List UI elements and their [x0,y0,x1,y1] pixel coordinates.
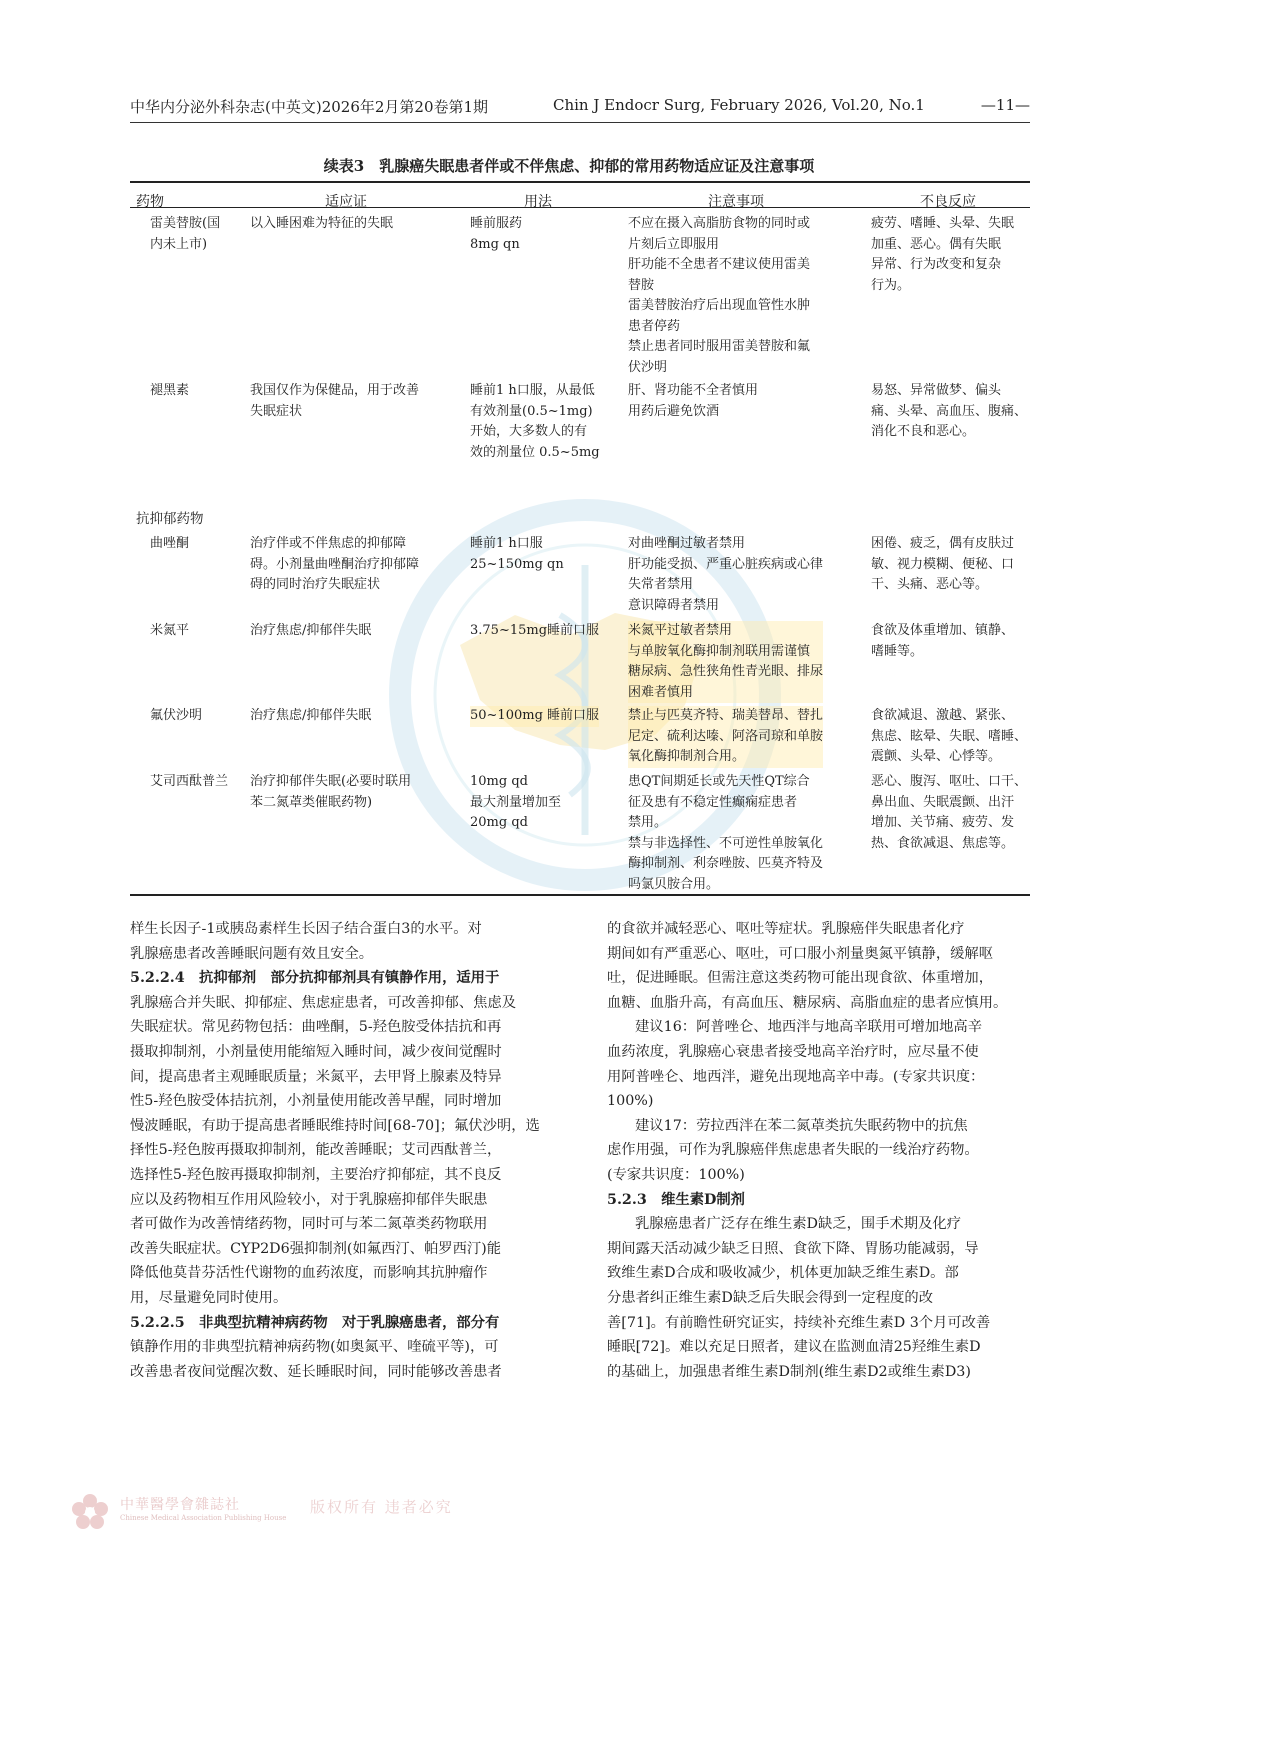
paragraph-line: 善[71]。有前瞻性研究证实，持续补充维生素D 3个月可改善 [607,1314,991,1331]
paragraph-line: 样生长因子-1或胰岛素样生长因子结合蛋白3的水平。对 [130,921,482,937]
indication-cell: 以入睡困难为特征的失眠 [250,216,394,231]
paragraph-line: 应以及药物相互作用风险较小，对于乳腺癌抑郁伴失眠患 [130,1191,488,1208]
indication-cell: 治疗伴或不伴焦虑的抑郁障 碍。小剂量曲唑酮治疗抑郁障 碍的同时治疗失眠症状 [250,536,420,592]
table-bottom-rule [130,894,1030,896]
body-column-left [130,917,540,1384]
notes-cell: 肝、肾功能不全者慎用 用药后避免饮酒 [628,383,759,419]
drug-cell: 米氮平 [150,623,190,638]
journal-title-cn: 中华内分泌外科杂志(中英文)2026年2月第20卷第1期 [130,98,489,116]
paragraph-line: 选择性5-羟色胺再摄取抑制剂，主要治疗抑郁症，其不良反 [130,1166,502,1183]
drug-cell: 艾司西酞普兰 [150,774,229,789]
col-header-notes: 注意事项 [708,194,764,210]
usage-cell: 睡前1 h口服，从最低 有效剂量(0.5~1mg) 开始，大多数人的有 效的剂量位 0.5~5mg [470,383,600,460]
table-header-rule [130,207,1030,208]
usage-cell: 睡前1 h口服 25~150mg qn [470,536,564,572]
paragraph-line: (专家共识度：100%) [607,1166,745,1183]
paragraph-line: 血糖、血脂升高，有高血压、糖尿病、高脂血症的患者应慎用。 [607,994,1008,1011]
col-header-indication: 适应证 [325,194,367,210]
paragraph-line: 者可做作为改善情绪药物，同时可与苯二氮䓬类药物联用 [130,1216,488,1233]
table-top-rule [130,181,1030,183]
indication-cell: 我国仅作为保健品，用于改善 失眠症状 [250,383,420,419]
notes-cell: 患QT间期延长或先天性QT综合 征及患有不稳定性癫痫症患者 禁用。 禁与非选择性、不可逆性单胺氧化 酶抑制剂、利奈唑胺、匹莫齐特及 吗氯贝胺合用。 [628,774,824,892]
drug-cell: 雷美替胺(国 内未上市) [150,216,221,252]
usage-cell: 睡前服药 8mg qn [470,216,523,252]
paragraph-line: 血药浓度，乳腺癌心衰患者接受地高辛治疗时，应尽量不使 [607,1043,979,1060]
paragraph-line: 改善失眠症状。CYP2D6强抑制剂(如氟西汀、帕罗西汀)能 [130,1240,502,1257]
paragraph-line: 乳腺癌患者改善睡眠问题有效且安全。 [130,945,374,962]
indication-cell: 治疗焦虑/抑郁伴失眠 [250,708,372,723]
paragraph-line: 慢波睡眠，有助于提高患者睡眠维持时间[68-70]；氟伏沙明，选 [130,1117,540,1134]
paragraph-line: 性5-羟色胺受体拮抗剂，小剂量使用能改善早醒，同时增加 [130,1093,502,1110]
table-title: 续表3 乳腺癌失眠患者伴或不伴焦虑、抑郁的常用药物适应证及注意事项 [323,157,815,175]
drug-cell: 氟伏沙明 [150,708,203,723]
usage-cell: 10mg qd 最大剂量增加至 20mg qd [470,774,562,830]
paragraph-line: 期间露天活动减少缺乏日照、食欲下降、胃肠功能减弱，导 [607,1240,979,1257]
drug-cell: 褪黑素 [150,383,190,398]
col-header-adverse: 不良反应 [920,194,976,210]
section-heading: 5.2.2.4 抗抑郁剂 部分抗抑郁剂具有镇静作用，适用于 [130,970,500,987]
page-number: —11— [980,96,1030,114]
paragraph-line: 的食欲并减轻恶心、呕吐等症状。乳腺癌伴失眠患者化疗 [607,921,965,937]
paragraph-line: 分患者纠正维生素D缺乏后失眠会得到一定程度的改 [607,1289,933,1306]
publisher-name-en: Chinese Medical Association Publishing House [120,1514,287,1522]
publisher-watermark [60,1492,520,1532]
body-column-right [607,917,1007,1384]
paragraph-line: 期间如有严重恶心、呕吐，可口服小剂量奥氮平镇静，缓解呕 [607,945,994,962]
paragraph-line: 用阿普唑仑、地西泮，避免出现地高辛中毒。(专家共识度： [607,1068,985,1085]
paragraph-line: 睡眠[72]。难以充足日照者，建议在监测血清25羟维生素D [607,1339,981,1356]
table-section-label: 抗抑郁药物 [136,511,204,527]
indication-cell: 治疗焦虑/抑郁伴失眠 [250,623,372,638]
usage-cell: 50~100mg 睡前口服 [470,706,599,727]
adverse-cell: 食欲减退、激越、紧张、 焦虑、眩晕、失眠、嗜睡、 震颤、头晕、心悸等。 [871,708,1028,764]
notes-cell: 米氮平过敏者禁用 与单胺氧化酶抑制剂联用需谨慎 糖尿病、急性狭角性青光眼、排尿 困难者慎用 [628,621,823,703]
paragraph-line: 择性5-羟色胺再摄取抑制剂，能改善睡眠；艾司西酞普兰， [130,1142,502,1159]
paragraph-line: 失眠症状。常见药物包括：曲唑酮，5-羟色胺受体拮抗和再 [130,1019,502,1036]
col-header-usage: 用法 [524,194,552,210]
paragraph-line: 的基础上，加强患者维生素D制剂(维生素D2或维生素D3) [607,1363,971,1380]
notes-cell: 不应在摄入高脂肪食物的同时或 片刻后立即服用 肝功能不全患者不建议使用雷美 替胺 雷美替胺治疗后出现血管性水肿 患者停药 禁止患者同时服用雷美替胺和氟 伏沙明 [628,216,811,375]
adverse-cell: 恶心、腹泻、呕吐、口干、 鼻出血、失眠震颤、出汗 增加、关节痛、疲劳、发 热、食欲减退、焦虑等。 [871,774,1028,851]
notes-cell: 对曲唑酮过敏者禁用 肝功能受损、严重心脏疾病或心律 失常者禁用 意识障碍者禁用 [628,536,824,613]
paragraph-line: 降低他莫昔芬活性代谢物的血药浓度，而影响其抗肿瘤作 [130,1265,488,1282]
recommendation-17: 建议17：劳拉西泮在苯二氮䓬类抗失眠药物中的抗焦 [635,1117,968,1134]
paragraph-line: 乳腺癌患者广泛存在维生素D缺乏，围手术期及化疗 [635,1216,961,1233]
adverse-cell: 易怒、异常做梦、偏头 痛、头晕、高血压、腹痛、 消化不良和恶心。 [871,383,1028,439]
drug-cell: 曲唑酮 [150,536,190,551]
running-header [130,96,1030,123]
publisher-name: 中華醫學會雜誌社 [120,1497,240,1513]
paragraph-line: 摄取抑制剂，小剂量使用能缩短入睡时间，减少夜间觉醒时 [130,1043,502,1060]
section-heading: 5.2.3 维生素D制剂 [607,1191,745,1208]
adverse-cell: 食欲及体重增加、镇静、 嗜睡等。 [871,623,1015,659]
paragraph-line: 乳腺癌合并失眠、抑郁症、焦虑症患者，可改善抑郁、焦虑及 [130,994,517,1011]
paragraph-line: 虑作用强，可作为乳腺癌伴焦虑患者失眠的一线治疗药物。 [607,1142,979,1159]
paragraph-line: 致维生素D合成和吸收减少，机体更加缺乏维生素D。部 [607,1265,959,1282]
flower-logo-icon [70,1492,110,1532]
adverse-cell: 疲劳、嗜睡、头晕、失眠 加重、恶心。偶有失眠 异常、行为改变和复杂 行为。 [871,216,1015,293]
indication-cell: 治疗抑郁伴失眠(必要时联用 苯二氮䓬类催眠药物) [250,774,412,810]
section-heading: 5.2.2.5 非典型抗精神病药物 对于乳腺癌患者，部分有 [130,1314,500,1331]
paragraph-line: 用，尽量避免同时使用。 [130,1289,288,1306]
paragraph-line: 间，提高患者主观睡眠质量；米氮平，去甲肾上腺素及特异 [130,1068,502,1085]
col-header-drug: 药物 [136,194,164,210]
journal-title-en: Chin J Endocr Surg, February 2026, Vol.20, No.1 [553,96,925,114]
adverse-cell: 困倦、疲乏，偶有皮肤过 敏、视力模糊、便秘、口 干、头痛、恶心等。 [871,536,1015,592]
recommendation-16: 建议16：阿普唑仑、地西泮与地高辛联用可增加地高辛 [635,1019,983,1036]
paragraph-line: 吐，促进睡眠。但需注意这类药物可能出现食欲、体重增加， [607,970,994,987]
paragraph-line: 镇静作用的非典型抗精神病药物(如奥氮平、喹硫平等)，可 [130,1339,499,1356]
usage-cell: 3.75~15mg睡前口服 [470,623,600,638]
paragraph-line: 改善患者夜间觉醒次数、延长睡眠时间，同时能够改善患者 [130,1363,502,1380]
notes-cell: 禁止与匹莫齐特、瑞美替昂、替扎 尼定、硫利达嗪、阿洛司琼和单胺 氧化酶抑制剂合用。 [628,706,823,768]
paragraph-line: 100%) [607,1093,654,1110]
copyright-notice: 版权所有 违者必究 [310,1498,453,1516]
